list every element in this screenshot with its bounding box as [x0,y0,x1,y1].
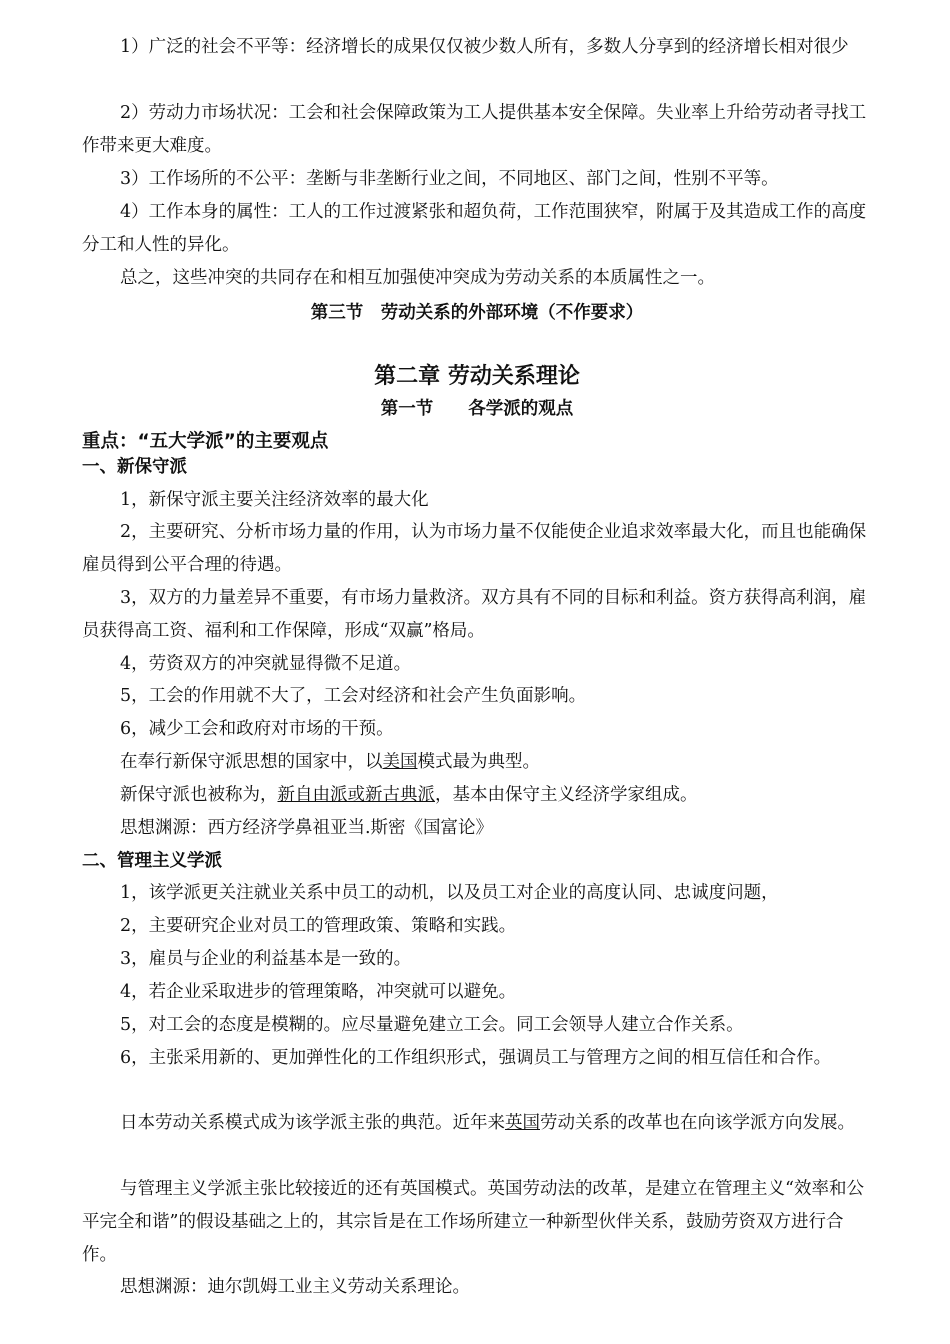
alias-underlined: 新自由派或新古典派 [277,785,435,805]
school1-alias [82,779,872,812]
school1-item-5: 5，工会的作用就不大了，工会对经济和社会产生负面影响。 [120,686,587,706]
school2-item-5: 5，对工会的态度是模糊的。应尽量避免建立工会。同工会领导人建立合作关系。 [120,1015,744,1035]
school2-japan-model [82,1107,872,1140]
school2-item-3: 3，雇员与企业的利益基本是一致的。 [120,949,412,969]
school1-heading: 一、新保守派 [82,457,187,477]
alias-text-pre: 新保守派也被称为， [120,785,278,805]
school2-heading: 二、管理主义学派 [82,851,222,871]
school2-item-1: 1，该学派更关注就业关系中员工的动机，以及员工对企业的高度认同、忠诚度问题， [120,883,779,903]
paragraph-work-nature: 4）工作本身的属性：工人的工作过渡紧张和超负荷，工作范围狭窄，附属于及其造成工作的高度分工和人性的异化。 [82,202,867,255]
school1-item-1: 1，新保守派主要关注经济效率的最大化 [120,490,429,510]
paragraph-workplace-unfairness: 3）工作场所的不公平：垄断与非垄断行业之间，不同地区、部门之间，性别不平等。 [120,169,779,189]
school1-item-4: 4，劳资双方的冲突就显得微不足道。 [120,654,412,674]
school1-item-3: 3，双方的力量差异不重要，有市场力量救济。双方具有不同的目标和利益。资方获得高利润，雇员获得高工资、福利和工作保障，形成“双赢”格局。 [82,588,867,641]
alias-text-post: ，基本由保守主义经济学家组成。 [435,785,698,805]
section3-title: 第三节 劳动关系的外部环境（不作要求） [310,303,644,323]
school2-item-4: 4，若企业采取进步的管理策略，冲突就可以避免。 [120,982,517,1002]
school1-item-2: 2，主要研究、分析市场力量的作用，认为市场力量不仅能使企业追求效率最大化，而且也能确保雇员得到公平合理的待遇。 [82,522,867,575]
school2-item-6: 6，主张采用新的、更加弹性化的工作组织形式，强调员工与管理方之间的相互信任和合作。 [120,1048,832,1068]
japan-text-pre: 日本劳动关系模式成为该学派主张的典范。近年来 [120,1113,505,1133]
school2-item-2: 2，主要研究企业对员工的管理政策、策略和实践。 [120,916,517,936]
school2-uk-model: 与管理主义学派主张比较接近的还有英国模式。英国劳动法的改革，是建立在管理主义“效率和公平完全和谐”的假设基础之上的，其宗旨是在工作场所建立一种新型伙伴关系，鼓励劳资双方进行合作。 [82,1179,864,1265]
section1-title: 第一节 各学派的观点 [380,399,574,419]
key-point-heading: 重点：“五大学派”的主要观点 [82,431,329,452]
chapter-title: 第二章 劳动关系理论 [374,364,580,389]
japan-text-post: 劳动关系的改革也在向该学派方向发展。 [540,1113,855,1133]
school1-typical-country [82,746,872,779]
uk-underlined: 英国 [505,1113,540,1133]
typical-text-pre: 在奉行新保守派思想的国家中，以 [120,752,383,772]
school1-item-6: 6，减少工会和政府对市场的干预。 [120,719,394,739]
paragraph-summary: 总之，这些冲突的共同存在和相互加强使冲突成为劳动关系的本质属性之一。 [120,268,715,288]
paragraph-labor-market: 2）劳动力市场状况：工会和社会保障政策为工人提供基本安全保障。失业率上升给劳动者寻找工作带来更大难度。 [82,103,867,156]
typical-text-post: 模式最为典型。 [417,752,540,772]
typical-country-underlined: 美国 [382,752,418,772]
paragraph-inequality: 1）广泛的社会不平等：经济增长的成果仅仅被少数人所有，多数人分享到的经济增长相对很少 [120,37,849,57]
school2-origin: 思想渊源：迪尔凯姆工业主义劳动关系理论。 [120,1277,470,1297]
school1-origin: 思想渊源：西方经济学鼻祖亚当.斯密《国富论》 [120,818,494,838]
